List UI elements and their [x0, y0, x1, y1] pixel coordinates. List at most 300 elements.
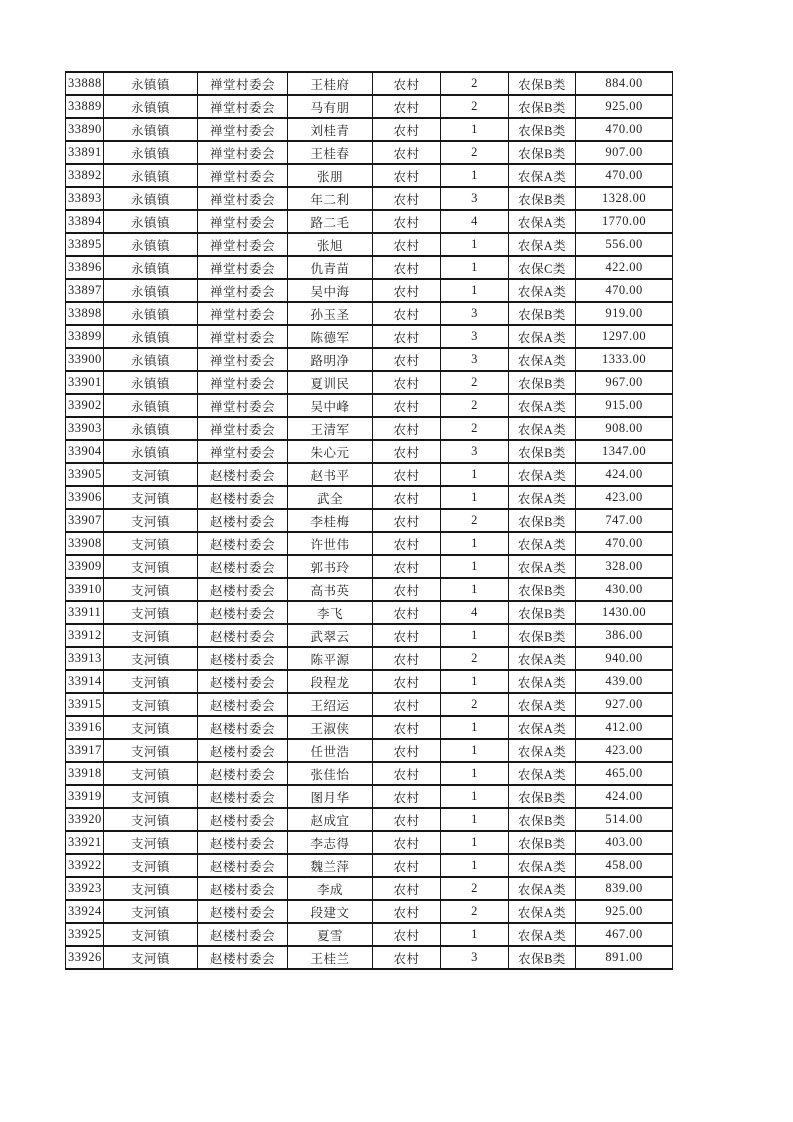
person-name-cell: 张朋	[288, 164, 373, 187]
table-row	[66, 578, 673, 601]
record-id-cell: 33892	[66, 164, 104, 187]
village-committee-cell: 禅堂村委会	[198, 210, 288, 233]
village-committee-cell: 赵楼村委会	[198, 624, 288, 647]
person-count-cell: 1	[441, 164, 509, 187]
person-name-cell: 张佳怡	[288, 762, 373, 785]
amount-cell: 1297.00	[576, 325, 673, 348]
table-row	[66, 624, 673, 647]
record-id-cell: 33925	[66, 923, 104, 946]
village-committee-cell: 禅堂村委会	[198, 95, 288, 118]
table-row	[66, 440, 673, 463]
insurance-class-cell: 农保A类	[509, 233, 576, 256]
household-type-cell: 农村	[373, 739, 441, 762]
household-type-cell: 农村	[373, 302, 441, 325]
town-cell: 永镇镇	[104, 279, 198, 302]
village-committee-cell: 禅堂村委会	[198, 187, 288, 210]
household-type-cell: 农村	[373, 808, 441, 831]
amount-cell: 467.00	[576, 923, 673, 946]
record-id-cell: 33923	[66, 877, 104, 900]
table-row	[66, 808, 673, 831]
town-cell: 永镇镇	[104, 95, 198, 118]
town-cell: 支河镇	[104, 578, 198, 601]
record-id-cell: 33906	[66, 486, 104, 509]
village-committee-cell: 禅堂村委会	[198, 141, 288, 164]
person-name-cell: 赵书平	[288, 463, 373, 486]
household-type-cell: 农村	[373, 164, 441, 187]
record-id-cell: 33898	[66, 302, 104, 325]
insurance-class-cell: 农保A类	[509, 854, 576, 877]
insurance-class-cell: 农保A类	[509, 210, 576, 233]
table-row	[66, 739, 673, 762]
record-id-cell: 33890	[66, 118, 104, 141]
insurance-class-cell: 农保A类	[509, 348, 576, 371]
household-type-cell: 农村	[373, 693, 441, 716]
amount-cell: 967.00	[576, 371, 673, 394]
amount-cell: 839.00	[576, 877, 673, 900]
town-cell: 支河镇	[104, 923, 198, 946]
household-type-cell: 农村	[373, 923, 441, 946]
village-committee-cell: 禅堂村委会	[198, 72, 288, 95]
person-count-cell: 1	[441, 854, 509, 877]
person-name-cell: 赵成宜	[288, 808, 373, 831]
person-count-cell: 3	[441, 440, 509, 463]
town-cell: 永镇镇	[104, 233, 198, 256]
person-name-cell: 任世浩	[288, 739, 373, 762]
table-row	[66, 647, 673, 670]
village-committee-cell: 赵楼村委会	[198, 509, 288, 532]
table-row	[66, 831, 673, 854]
amount-cell: 747.00	[576, 509, 673, 532]
amount-cell: 424.00	[576, 463, 673, 486]
person-name-cell: 夏训民	[288, 371, 373, 394]
table-row	[66, 762, 673, 785]
person-count-cell: 2	[441, 509, 509, 532]
person-name-cell: 年二利	[288, 187, 373, 210]
town-cell: 支河镇	[104, 601, 198, 624]
household-type-cell: 农村	[373, 371, 441, 394]
village-committee-cell: 禅堂村委会	[198, 371, 288, 394]
insurance-class-cell: 农保B类	[509, 946, 576, 969]
amount-cell: 1333.00	[576, 348, 673, 371]
person-name-cell: 王桂兰	[288, 946, 373, 969]
table-row	[66, 877, 673, 900]
amount-cell: 458.00	[576, 854, 673, 877]
person-name-cell: 武全	[288, 486, 373, 509]
table-row	[66, 210, 673, 233]
record-id-cell: 33912	[66, 624, 104, 647]
record-id-cell: 33901	[66, 371, 104, 394]
amount-cell: 1430.00	[576, 601, 673, 624]
insurance-class-cell: 农保B类	[509, 509, 576, 532]
town-cell: 永镇镇	[104, 325, 198, 348]
village-committee-cell: 赵楼村委会	[198, 877, 288, 900]
town-cell: 永镇镇	[104, 118, 198, 141]
town-cell: 永镇镇	[104, 394, 198, 417]
record-id-cell: 33900	[66, 348, 104, 371]
household-type-cell: 农村	[373, 532, 441, 555]
household-type-cell: 农村	[373, 348, 441, 371]
person-count-cell: 4	[441, 601, 509, 624]
person-name-cell: 段程龙	[288, 670, 373, 693]
record-id-cell: 33907	[66, 509, 104, 532]
village-committee-cell: 赵楼村委会	[198, 739, 288, 762]
table-row	[66, 394, 673, 417]
person-count-cell: 3	[441, 348, 509, 371]
village-committee-cell: 赵楼村委会	[198, 578, 288, 601]
table-row	[66, 325, 673, 348]
person-name-cell: 路二毛	[288, 210, 373, 233]
town-cell: 永镇镇	[104, 256, 198, 279]
town-cell: 支河镇	[104, 624, 198, 647]
table-body	[66, 72, 673, 969]
amount-cell: 403.00	[576, 831, 673, 854]
table-row	[66, 854, 673, 877]
household-type-cell: 农村	[373, 509, 441, 532]
household-type-cell: 农村	[373, 463, 441, 486]
table-row	[66, 555, 673, 578]
record-id-cell: 33911	[66, 601, 104, 624]
amount-cell: 430.00	[576, 578, 673, 601]
record-id-cell: 33889	[66, 95, 104, 118]
record-id-cell: 33897	[66, 279, 104, 302]
village-committee-cell: 禅堂村委会	[198, 256, 288, 279]
person-name-cell: 仇青苗	[288, 256, 373, 279]
table-row	[66, 417, 673, 440]
insurance-class-cell: 农保A类	[509, 900, 576, 923]
record-id-cell: 33894	[66, 210, 104, 233]
person-count-cell: 2	[441, 877, 509, 900]
table-row	[66, 233, 673, 256]
table-row	[66, 716, 673, 739]
amount-cell: 915.00	[576, 394, 673, 417]
household-type-cell: 农村	[373, 279, 441, 302]
household-type-cell: 农村	[373, 854, 441, 877]
household-type-cell: 农村	[373, 624, 441, 647]
insurance-class-cell: 农保A类	[509, 555, 576, 578]
amount-cell: 470.00	[576, 532, 673, 555]
town-cell: 支河镇	[104, 555, 198, 578]
person-name-cell: 陈德军	[288, 325, 373, 348]
town-cell: 支河镇	[104, 647, 198, 670]
table-row	[66, 900, 673, 923]
household-type-cell: 农村	[373, 762, 441, 785]
amount-cell: 328.00	[576, 555, 673, 578]
insurance-class-cell: 农保B类	[509, 808, 576, 831]
amount-cell: 423.00	[576, 486, 673, 509]
village-committee-cell: 赵楼村委会	[198, 762, 288, 785]
record-id-cell: 33910	[66, 578, 104, 601]
amount-cell: 423.00	[576, 739, 673, 762]
person-name-cell: 夏雪	[288, 923, 373, 946]
person-count-cell: 1	[441, 624, 509, 647]
person-count-cell: 2	[441, 900, 509, 923]
person-count-cell: 2	[441, 394, 509, 417]
person-count-cell: 3	[441, 946, 509, 969]
village-committee-cell: 赵楼村委会	[198, 785, 288, 808]
household-type-cell: 农村	[373, 72, 441, 95]
household-type-cell: 农村	[373, 141, 441, 164]
person-name-cell: 吴中海	[288, 279, 373, 302]
village-committee-cell: 赵楼村委会	[198, 670, 288, 693]
insurance-class-cell: 农保A类	[509, 693, 576, 716]
household-type-cell: 农村	[373, 95, 441, 118]
village-committee-cell: 禅堂村委会	[198, 302, 288, 325]
village-committee-cell: 禅堂村委会	[198, 440, 288, 463]
record-id-cell: 33896	[66, 256, 104, 279]
insurance-class-cell: 农保A类	[509, 532, 576, 555]
person-count-cell: 2	[441, 693, 509, 716]
household-type-cell: 农村	[373, 394, 441, 417]
person-name-cell: 张旭	[288, 233, 373, 256]
person-name-cell: 刘桂青	[288, 118, 373, 141]
town-cell: 支河镇	[104, 854, 198, 877]
insurance-class-cell: 农保B类	[509, 578, 576, 601]
record-id-cell: 33893	[66, 187, 104, 210]
household-type-cell: 农村	[373, 440, 441, 463]
insurance-class-cell: 农保A类	[509, 486, 576, 509]
record-id-cell: 33919	[66, 785, 104, 808]
household-type-cell: 农村	[373, 578, 441, 601]
table-row	[66, 509, 673, 532]
insurance-class-cell: 农保B类	[509, 118, 576, 141]
person-name-cell: 陈平源	[288, 647, 373, 670]
person-name-cell: 孙玉圣	[288, 302, 373, 325]
amount-cell: 907.00	[576, 141, 673, 164]
table-row	[66, 371, 673, 394]
amount-cell: 470.00	[576, 164, 673, 187]
record-id-cell: 33917	[66, 739, 104, 762]
person-count-cell: 2	[441, 417, 509, 440]
insurance-class-cell: 农保B类	[509, 302, 576, 325]
town-cell: 支河镇	[104, 785, 198, 808]
insurance-class-cell: 农保A类	[509, 739, 576, 762]
record-id-cell: 33915	[66, 693, 104, 716]
village-committee-cell: 禅堂村委会	[198, 394, 288, 417]
person-count-cell: 2	[441, 72, 509, 95]
table-row	[66, 141, 673, 164]
insurance-class-cell: 农保B类	[509, 440, 576, 463]
insurance-class-cell: 农保A类	[509, 923, 576, 946]
record-id-cell: 33902	[66, 394, 104, 417]
person-count-cell: 2	[441, 95, 509, 118]
amount-cell: 412.00	[576, 716, 673, 739]
household-type-cell: 农村	[373, 187, 441, 210]
insurance-class-cell: 农保B类	[509, 95, 576, 118]
record-id-cell: 33899	[66, 325, 104, 348]
person-count-cell: 1	[441, 463, 509, 486]
person-name-cell: 朱心元	[288, 440, 373, 463]
household-type-cell: 农村	[373, 417, 441, 440]
person-name-cell: 李志得	[288, 831, 373, 854]
amount-cell: 925.00	[576, 95, 673, 118]
village-committee-cell: 赵楼村委会	[198, 900, 288, 923]
village-committee-cell: 赵楼村委会	[198, 946, 288, 969]
person-name-cell: 郭书玲	[288, 555, 373, 578]
table-row	[66, 486, 673, 509]
household-type-cell: 农村	[373, 118, 441, 141]
person-count-cell: 1	[441, 923, 509, 946]
town-cell: 支河镇	[104, 532, 198, 555]
town-cell: 永镇镇	[104, 164, 198, 187]
town-cell: 永镇镇	[104, 141, 198, 164]
table-row	[66, 302, 673, 325]
amount-cell: 514.00	[576, 808, 673, 831]
person-count-cell: 1	[441, 785, 509, 808]
person-name-cell: 魏兰萍	[288, 854, 373, 877]
town-cell: 支河镇	[104, 739, 198, 762]
village-committee-cell: 禅堂村委会	[198, 348, 288, 371]
person-name-cell: 李成	[288, 877, 373, 900]
amount-cell: 386.00	[576, 624, 673, 647]
person-count-cell: 2	[441, 141, 509, 164]
household-type-cell: 农村	[373, 256, 441, 279]
records-table	[65, 71, 673, 970]
record-id-cell: 33895	[66, 233, 104, 256]
person-count-cell: 2	[441, 371, 509, 394]
table-row	[66, 463, 673, 486]
insurance-class-cell: 农保B类	[509, 624, 576, 647]
household-type-cell: 农村	[373, 900, 441, 923]
insurance-class-cell: 农保A类	[509, 463, 576, 486]
record-id-cell: 33891	[66, 141, 104, 164]
amount-cell: 556.00	[576, 233, 673, 256]
record-id-cell: 33888	[66, 72, 104, 95]
household-type-cell: 农村	[373, 785, 441, 808]
amount-cell: 422.00	[576, 256, 673, 279]
table-row	[66, 601, 673, 624]
amount-cell: 470.00	[576, 279, 673, 302]
village-committee-cell: 禅堂村委会	[198, 118, 288, 141]
table-row	[66, 348, 673, 371]
village-committee-cell: 赵楼村委会	[198, 555, 288, 578]
village-committee-cell: 赵楼村委会	[198, 532, 288, 555]
household-type-cell: 农村	[373, 877, 441, 900]
record-id-cell: 33905	[66, 463, 104, 486]
town-cell: 永镇镇	[104, 371, 198, 394]
village-committee-cell: 赵楼村委会	[198, 831, 288, 854]
amount-cell: 891.00	[576, 946, 673, 969]
village-committee-cell: 赵楼村委会	[198, 463, 288, 486]
insurance-class-cell: 农保A类	[509, 417, 576, 440]
amount-cell: 908.00	[576, 417, 673, 440]
person-count-cell: 1	[441, 486, 509, 509]
town-cell: 支河镇	[104, 670, 198, 693]
insurance-class-cell: 农保B类	[509, 831, 576, 854]
person-count-cell: 1	[441, 739, 509, 762]
town-cell: 永镇镇	[104, 440, 198, 463]
person-count-cell: 2	[441, 647, 509, 670]
person-count-cell: 1	[441, 808, 509, 831]
person-name-cell: 武翠云	[288, 624, 373, 647]
insurance-class-cell: 农保A类	[509, 670, 576, 693]
amount-cell: 439.00	[576, 670, 673, 693]
person-count-cell: 1	[441, 831, 509, 854]
person-name-cell: 王清军	[288, 417, 373, 440]
person-count-cell: 3	[441, 187, 509, 210]
person-name-cell: 李飞	[288, 601, 373, 624]
insurance-class-cell: 农保B类	[509, 601, 576, 624]
person-count-cell: 1	[441, 762, 509, 785]
person-count-cell: 1	[441, 233, 509, 256]
record-id-cell: 33926	[66, 946, 104, 969]
person-name-cell: 段建文	[288, 900, 373, 923]
amount-cell: 465.00	[576, 762, 673, 785]
amount-cell: 1328.00	[576, 187, 673, 210]
village-committee-cell: 赵楼村委会	[198, 716, 288, 739]
person-name-cell: 王桂春	[288, 141, 373, 164]
record-id-cell: 33924	[66, 900, 104, 923]
person-count-cell: 3	[441, 325, 509, 348]
household-type-cell: 农村	[373, 486, 441, 509]
insurance-class-cell: 农保A类	[509, 394, 576, 417]
town-cell: 支河镇	[104, 716, 198, 739]
person-name-cell: 许世伟	[288, 532, 373, 555]
village-committee-cell: 赵楼村委会	[198, 808, 288, 831]
insurance-class-cell: 农保A类	[509, 164, 576, 187]
town-cell: 支河镇	[104, 877, 198, 900]
household-type-cell: 农村	[373, 946, 441, 969]
village-committee-cell: 禅堂村委会	[198, 279, 288, 302]
amount-cell: 1347.00	[576, 440, 673, 463]
household-type-cell: 农村	[373, 670, 441, 693]
village-committee-cell: 禅堂村委会	[198, 233, 288, 256]
insurance-class-cell: 农保A类	[509, 877, 576, 900]
record-id-cell: 33921	[66, 831, 104, 854]
person-count-cell: 4	[441, 210, 509, 233]
record-id-cell: 33918	[66, 762, 104, 785]
town-cell: 支河镇	[104, 463, 198, 486]
household-type-cell: 农村	[373, 325, 441, 348]
person-count-cell: 1	[441, 716, 509, 739]
town-cell: 支河镇	[104, 831, 198, 854]
table-row	[66, 693, 673, 716]
table-row	[66, 532, 673, 555]
table-row	[66, 785, 673, 808]
town-cell: 支河镇	[104, 762, 198, 785]
town-cell: 永镇镇	[104, 417, 198, 440]
person-count-cell: 1	[441, 670, 509, 693]
person-count-cell: 1	[441, 118, 509, 141]
village-committee-cell: 禅堂村委会	[198, 164, 288, 187]
person-name-cell: 路明净	[288, 348, 373, 371]
person-name-cell: 高书英	[288, 578, 373, 601]
record-id-cell: 33922	[66, 854, 104, 877]
person-name-cell: 王绍运	[288, 693, 373, 716]
table-row	[66, 256, 673, 279]
town-cell: 永镇镇	[104, 302, 198, 325]
amount-cell: 1770.00	[576, 210, 673, 233]
town-cell: 支河镇	[104, 509, 198, 532]
insurance-class-cell: 农保B类	[509, 187, 576, 210]
town-cell: 支河镇	[104, 486, 198, 509]
person-count-cell: 1	[441, 256, 509, 279]
table-row	[66, 946, 673, 969]
record-id-cell: 33914	[66, 670, 104, 693]
household-type-cell: 农村	[373, 601, 441, 624]
record-id-cell: 33903	[66, 417, 104, 440]
insurance-class-cell: 农保A类	[509, 716, 576, 739]
table-row	[66, 670, 673, 693]
person-count-cell: 1	[441, 279, 509, 302]
record-id-cell: 33916	[66, 716, 104, 739]
town-cell: 永镇镇	[104, 72, 198, 95]
person-count-cell: 3	[441, 302, 509, 325]
town-cell: 支河镇	[104, 693, 198, 716]
insurance-class-cell: 农保B类	[509, 785, 576, 808]
person-count-cell: 1	[441, 555, 509, 578]
household-type-cell: 农村	[373, 647, 441, 670]
village-committee-cell: 赵楼村委会	[198, 647, 288, 670]
